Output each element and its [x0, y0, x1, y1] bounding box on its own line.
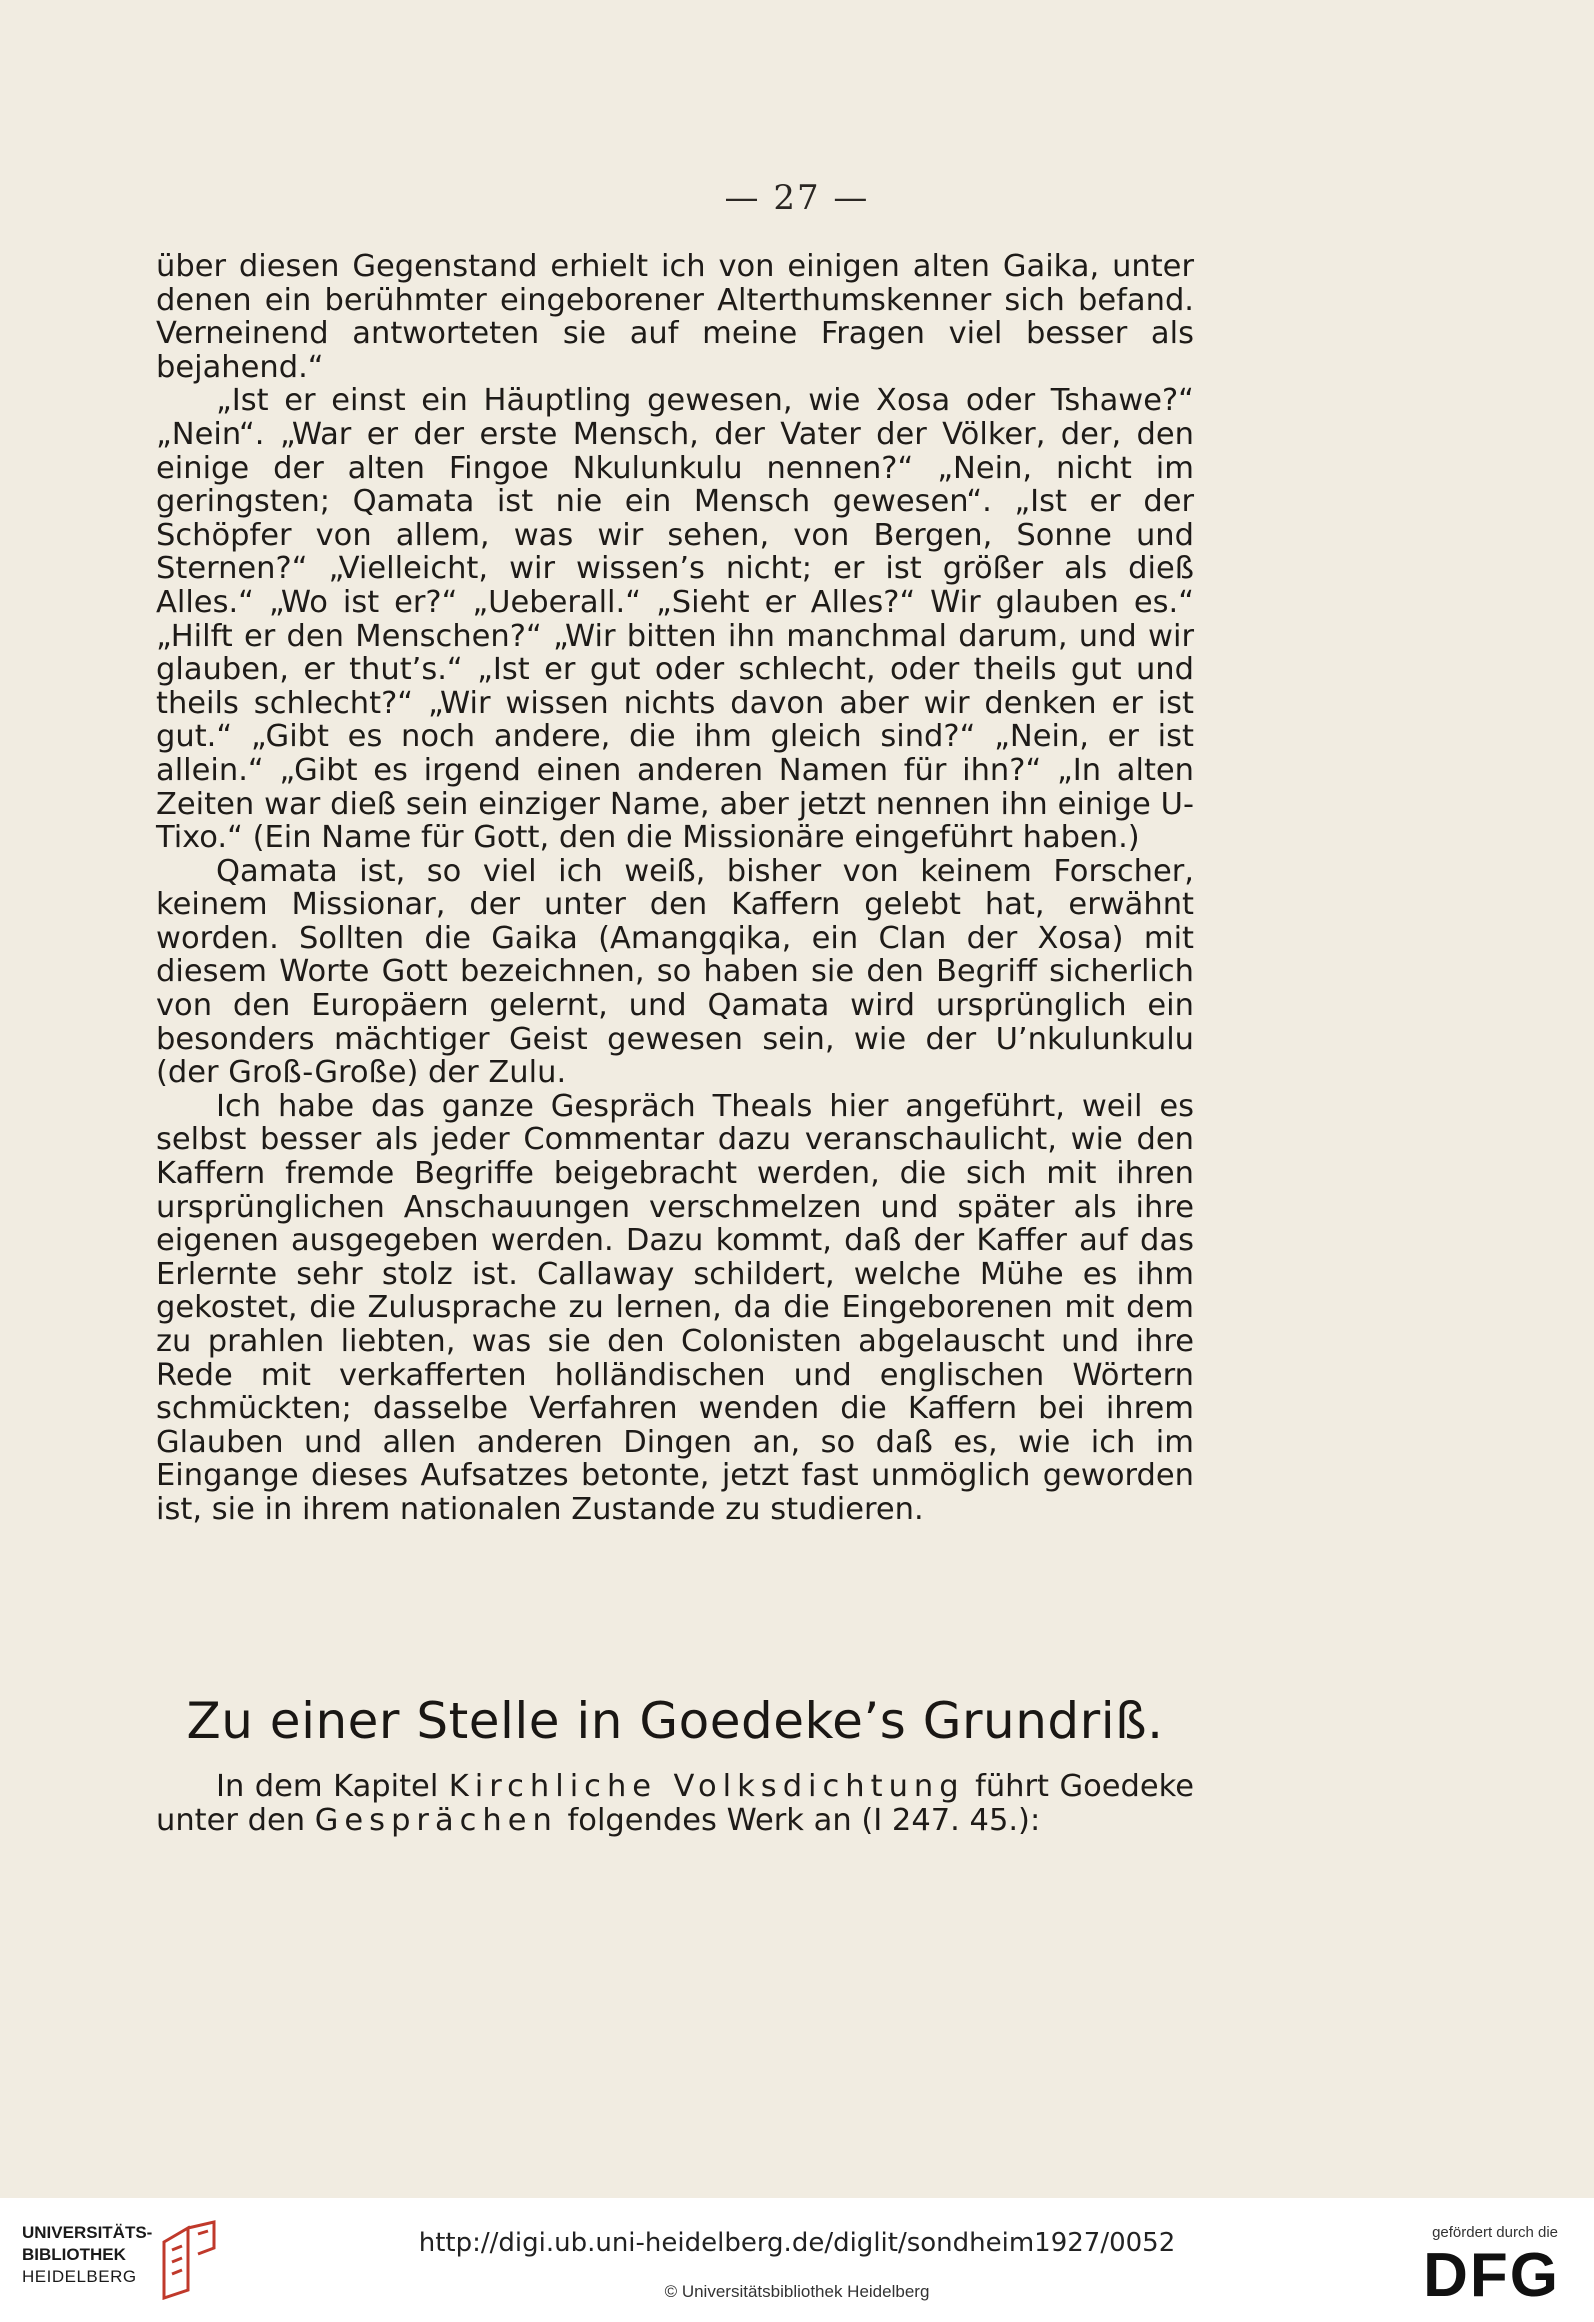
section-body	[156, 1770, 1194, 1837]
article-body	[156, 250, 1194, 1527]
intro-text: folgendes Werk an (I 247. 45.):	[557, 1802, 1041, 1838]
paragraph: Ich habe das ganze Gespräch Theals hier angeführt, weil es selbst besser als jeder Commentar dazu veranschaulicht, wie den Kaffern fremde Begriffe beigebracht werden, die sich mit ihren ursprünglichen Anschauungen verschmelzen und später als ihre eigenen ausgegeben werden. Dazu kommt, daß der Kaffer auf das Erlernte sehr stolz ist. Callaway schildert, welche Mühe es ihm gekostet, die Zulusprache zu lernen, da die Eingeborenen mit dem zu prahlen liebten, was sie den Colonisten abgelauscht und ihre Rede mit verkafferten holländischen und englischen Wörtern schmückten; dasselbe Verfahren wenden die Kaffern bei ihrem Glauben und allen anderen Dingen an, so daß es, wie ich im Eingange dieses Aufsatzes betonte, jetzt fast unmöglich geworden ist, sie in ihrem nationalen Zustande zu studieren.	[156, 1088, 1194, 1527]
dfg-logo[interactable]: DFG	[1423, 2241, 1560, 2310]
spaced-term: Kirchliche Volksdichtung	[448, 1769, 965, 1804]
paragraph: „Ist er einst ein Häuptling gewesen, wie Xosa oder Tshawe?“ „Nein“. „War er der erste Mensch, der Vater der Völker, der, den einige der alten Fingoe Nkulunkulu nennen?“ „Nein, nicht im geringsten; Qamata ist nie ein Mensch gewesen“. „Ist er der Schöpfer von allem, was wir sehen, von Bergen, Sonne und Sternen?“ „Vielleicht, wir wissen’s nicht; er ist größer als dieß Alles.“ „Wo ist er?“ „Ueberall.“ „Sieht er Alles?“ Wir glauben es.“ „Hilft er den Menschen?“ „Wir bitten ihn manchmal darum, und wir glauben, er thut’s.“ „Ist er gut oder schlecht, oder theils gut und theils schlecht?“ „Wir wissen nichts davon aber wir denken er ist gut.“ „Gibt es noch andere, die ihm gleich sind?“ „Nein, er ist allein.“ „Gibt es irgend einen anderen Namen für ihn?“ „In alten Zeiten war dieß sein einziger Name, aber jetzt nennen ihn einige U-Tixo.“ (Ein Name für Gott, den die Missionäre eingeführt haben.)	[156, 383, 1194, 856]
permalink-url[interactable]: http://digi.ub.uni-heidelberg.de/diglit/sondheim1927/0052	[418, 2228, 1176, 2258]
copyright-notice: © Universitätsbibliothek Heidelberg	[664, 2282, 930, 2301]
page-number: — 27 —	[724, 178, 870, 218]
section-intro-paragraph	[156, 1770, 1194, 1837]
section-heading: Zu einer Stelle in Goedeke’s Grundriß.	[186, 1692, 1164, 1750]
intro-text: In dem Kapitel	[216, 1769, 449, 1804]
paragraph: Qamata ist, so viel ich weiß, bisher von keinem Forscher, keinem Missionar, der unter den Kaffern gelebt hat, erwähnt worden. Sollten die Gaika (Amangqika, ein Clan der Xosa) mit diesem Worte Gott bezeichnen, so haben sie den Begriff sicherlich von den Europäern gelernt, und Qamata wird ursprünglich ein besonders mächtiger Geist gewesen sein, wie der U’nkulunkulu (der Groß-Große) der Zulu.	[156, 853, 1194, 1091]
paragraph: über diesen Gegenstand erhielt ich von einigen alten Gaika, unter denen ein berühmter eingeborener Alterthumskenner sich befand. Verneinend antworteten sie auf meine Fragen viel besser als bejahend.“	[156, 249, 1194, 385]
funder-caption: gefördert durch die	[1432, 2224, 1558, 2241]
library-name-line: UNIVERSITÄTS-	[22, 2223, 153, 2242]
intro-text: führt Goedeke unter den	[156, 1769, 1194, 1838]
viewer-footer	[0, 2198, 1594, 2322]
spaced-term: Gesprächen	[314, 1802, 558, 1838]
library-city: HEIDELBERG	[22, 2267, 137, 2286]
library-name-line: BIBLIOTHEK	[22, 2245, 126, 2264]
